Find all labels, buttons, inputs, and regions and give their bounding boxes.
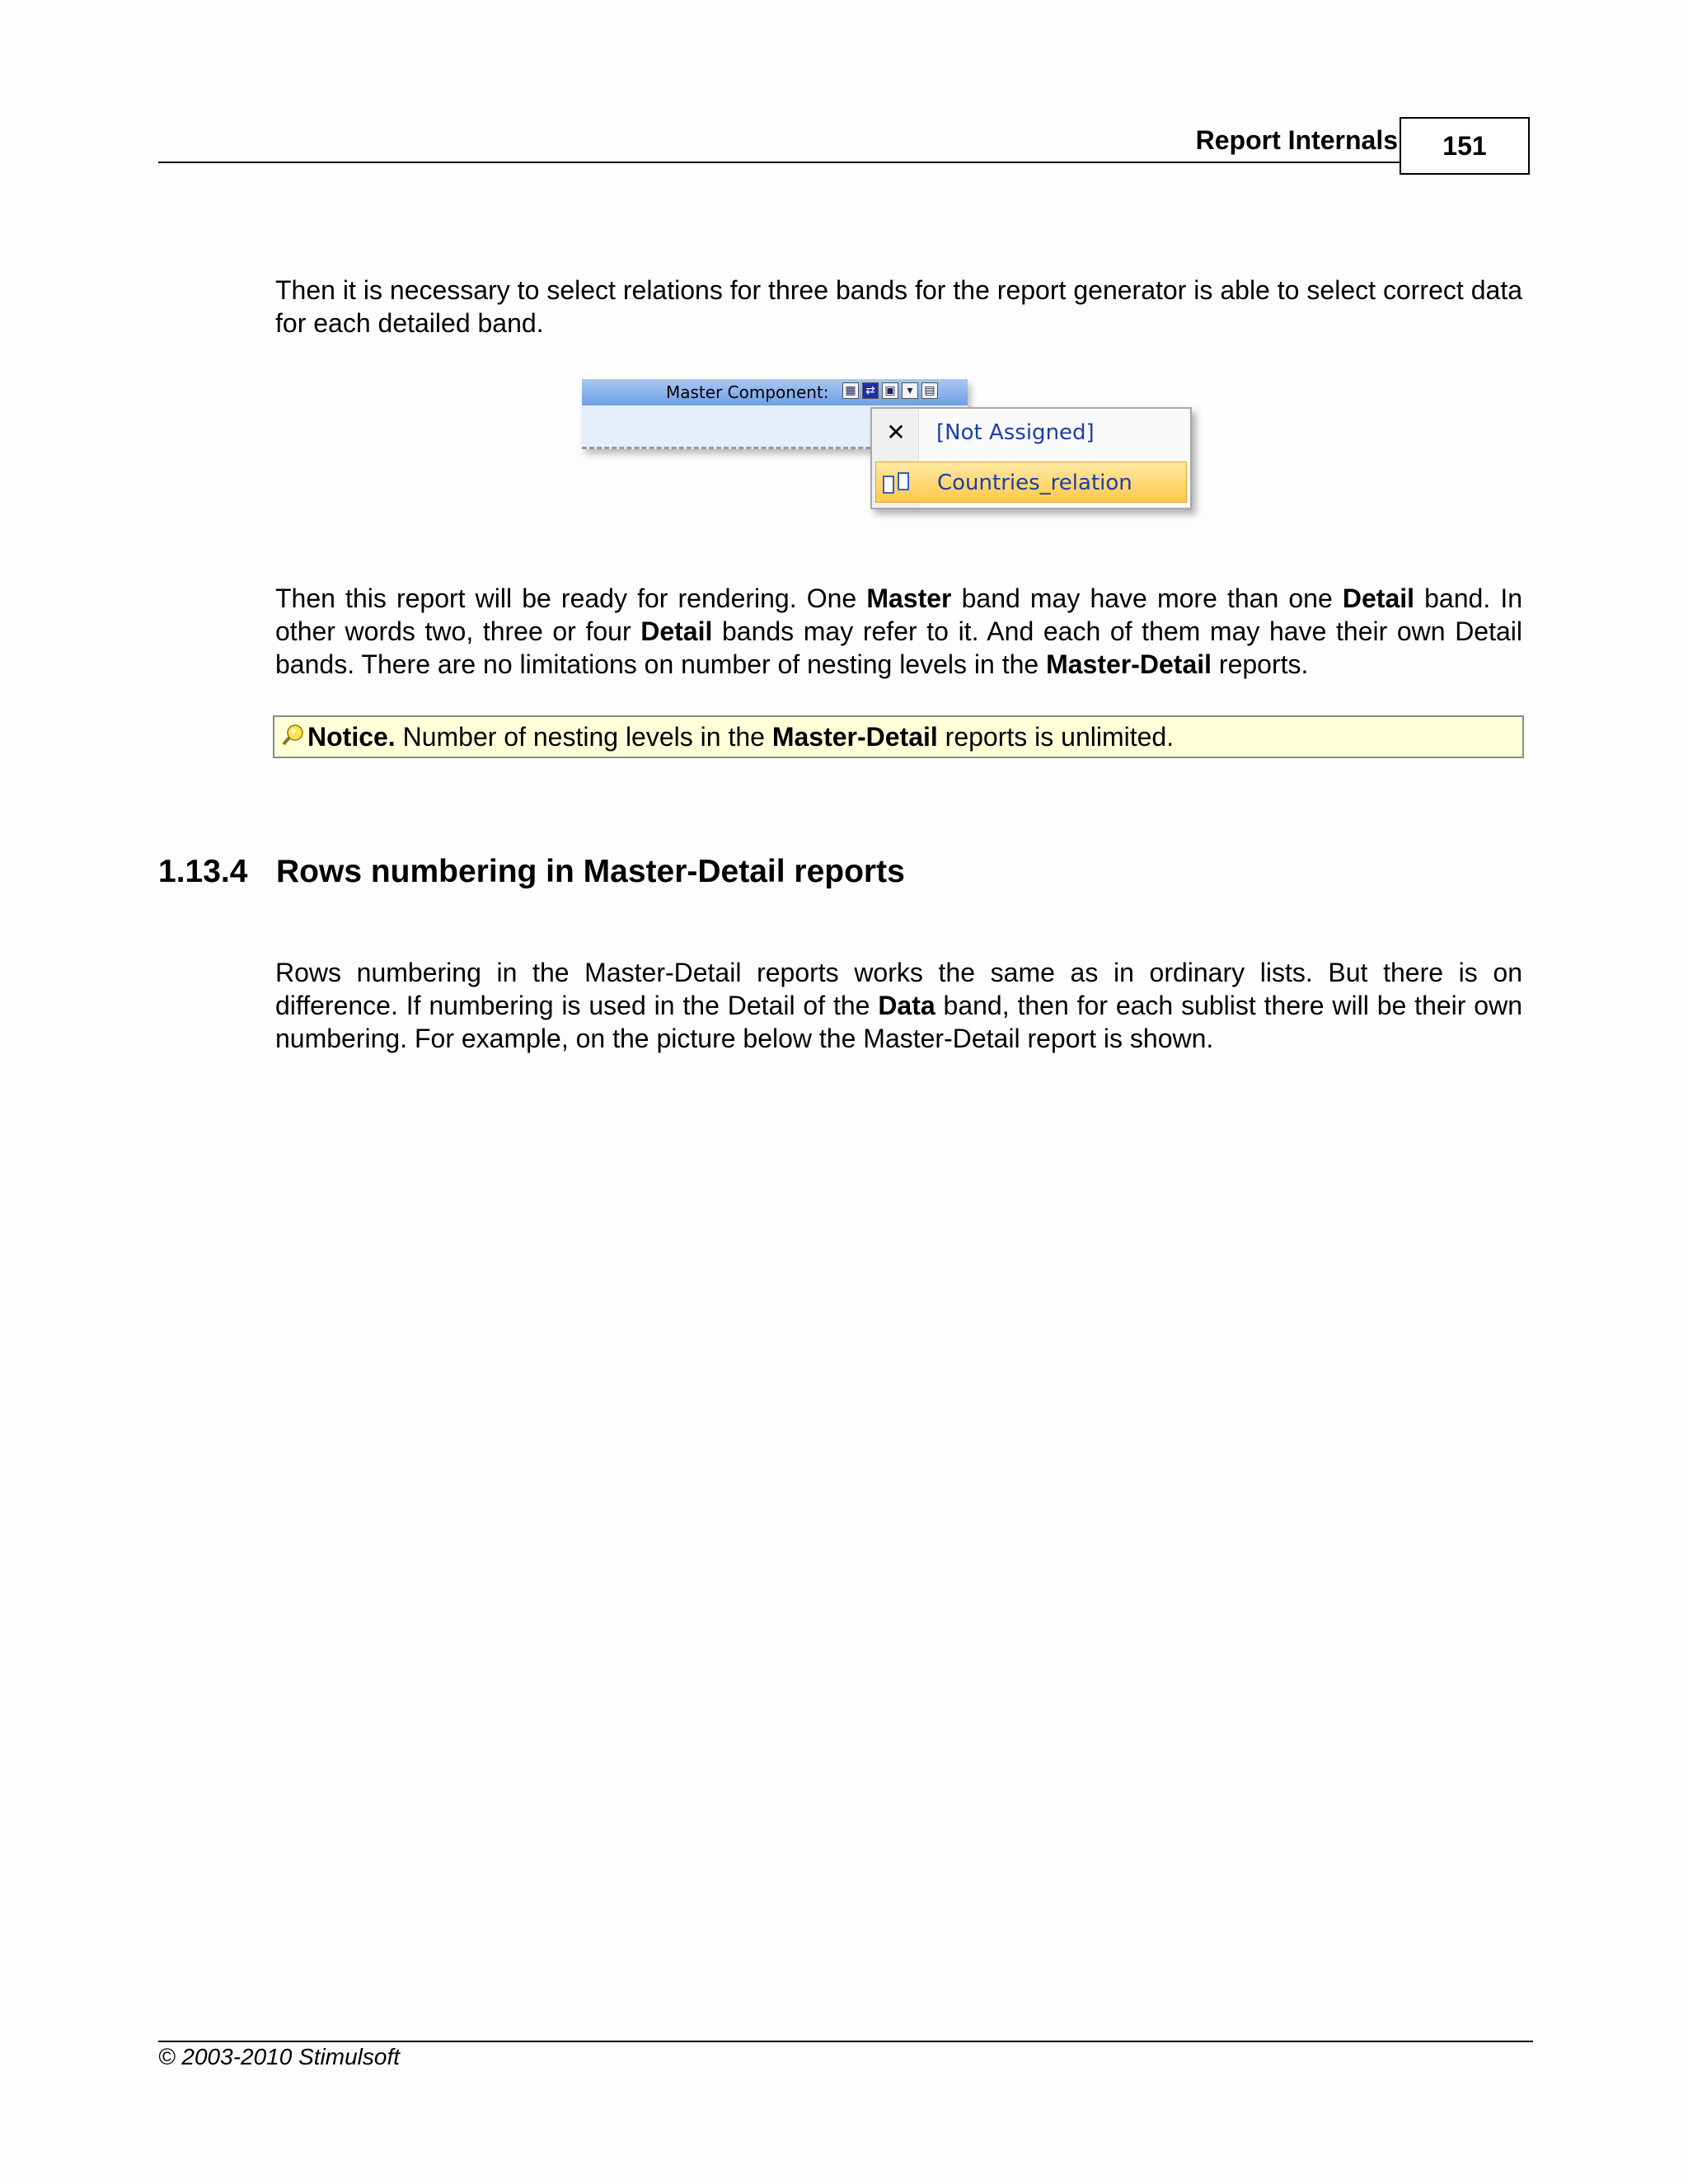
bold-term: Master bbox=[866, 583, 952, 613]
datasource-icon[interactable]: ▦ bbox=[842, 382, 859, 399]
page-number-box bbox=[1400, 117, 1530, 175]
properties-icon[interactable]: ▤ bbox=[921, 382, 938, 399]
relation-icon bbox=[883, 472, 916, 494]
footer-rule bbox=[158, 2041, 1533, 2042]
text-run: band. In other words two, three or four bbox=[275, 583, 1523, 646]
bold-term: Master-Detail bbox=[771, 722, 938, 752]
notice-text bbox=[307, 717, 1174, 757]
section-title: Rows numbering in Master-Detail reports bbox=[276, 854, 905, 889]
text-run: reports. bbox=[1212, 649, 1309, 679]
menu-item-label: [Not Assigned] bbox=[936, 420, 1095, 445]
paragraph-master-detail bbox=[275, 582, 1522, 681]
paragraph-select-relations: Then it is necessary to select relations for three bands for the report generator is able to select correct data for each detailed band. bbox=[275, 275, 1522, 338]
master-band-header bbox=[582, 379, 968, 405]
band-toolbar bbox=[842, 382, 938, 399]
band-label: Master Component: bbox=[666, 382, 829, 402]
relation-menu-screenshot bbox=[582, 379, 1200, 527]
lightbulb-icon bbox=[281, 724, 304, 747]
paragraph-rows-numbering bbox=[275, 956, 1522, 1055]
filter-icon[interactable]: ▣ bbox=[882, 382, 898, 399]
bold-term: Detail bbox=[640, 616, 713, 646]
running-header-title: Report Internals bbox=[1195, 125, 1398, 155]
text-run: reports is unlimited. bbox=[937, 722, 1175, 752]
menu-item-label: Countries_relation bbox=[937, 471, 1132, 495]
notice-box bbox=[273, 715, 1524, 758]
bold-term: Detail bbox=[1342, 583, 1415, 613]
menu-item-not-assigned[interactable] bbox=[875, 412, 1187, 453]
close-icon: ✕ bbox=[886, 419, 906, 446]
section-number: 1.13.4 bbox=[158, 854, 248, 889]
text-run: Number of nesting levels in the bbox=[395, 722, 772, 752]
notice-label: Notice. bbox=[307, 722, 396, 752]
menu-item-countries-relation[interactable] bbox=[875, 462, 1187, 503]
dropdown-icon[interactable]: ▾ bbox=[902, 382, 918, 399]
bold-term: Data bbox=[878, 991, 935, 1020]
bold-term: Master-Detail bbox=[1046, 649, 1212, 679]
text-run: bands may refer to it. And each of them may have their own Detail bands. There are no limitations on number of nesting levels in the bbox=[275, 616, 1523, 679]
text-run: Rows numbering in the Master-Detail reports works the same as in ordinary lists. But there is on difference. If numbering is used in the Detail of the bbox=[275, 958, 1522, 1020]
header-rule bbox=[158, 162, 1401, 163]
page-number: 151 bbox=[1442, 130, 1487, 161]
section-heading bbox=[158, 854, 905, 890]
relation-icon[interactable]: ⇄ bbox=[862, 382, 879, 399]
footer-copyright: © 2003-2010 Stimulsoft bbox=[158, 2044, 401, 2069]
text-run: Then this report will be ready for rendering. One bbox=[275, 583, 867, 613]
relation-dropdown-menu bbox=[870, 407, 1192, 509]
text-run: band, then for each sublist there will be their own numbering. For example, on the picture below the Master-Detail report is shown. bbox=[275, 991, 1523, 1053]
text-run: band may have more than one bbox=[951, 583, 1343, 613]
